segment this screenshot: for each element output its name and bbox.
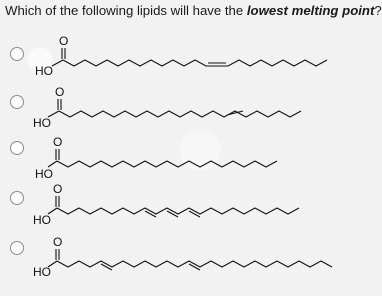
question-text xyxy=(5,3,382,18)
carbonyl-label: O xyxy=(53,235,63,249)
hydroxyl-label: HO xyxy=(33,265,51,279)
hydroxyl-label: HO xyxy=(35,167,53,181)
question-emphasis: lowest melting point xyxy=(246,3,375,18)
answer-option-1[interactable] xyxy=(0,32,350,88)
answer-option-4[interactable] xyxy=(0,182,350,238)
carbonyl-label: O xyxy=(53,182,63,196)
hydroxyl-label: HO xyxy=(35,64,53,78)
fatty-acid-structure-1 xyxy=(0,32,350,88)
carbonyl-label: O xyxy=(59,34,69,48)
question-suffix: ? xyxy=(374,3,382,18)
fatty-acid-structure-4 xyxy=(0,182,350,238)
fatty-acid-structure-5 xyxy=(0,236,350,292)
question-prefix: Which of the following lipids will have the xyxy=(5,3,247,18)
carbonyl-label: O xyxy=(55,85,65,99)
carbonyl-label: O xyxy=(53,135,63,149)
answer-option-5[interactable] xyxy=(0,236,350,292)
hydroxyl-label: HO xyxy=(33,213,51,227)
hydroxyl-label: HO xyxy=(33,116,51,130)
